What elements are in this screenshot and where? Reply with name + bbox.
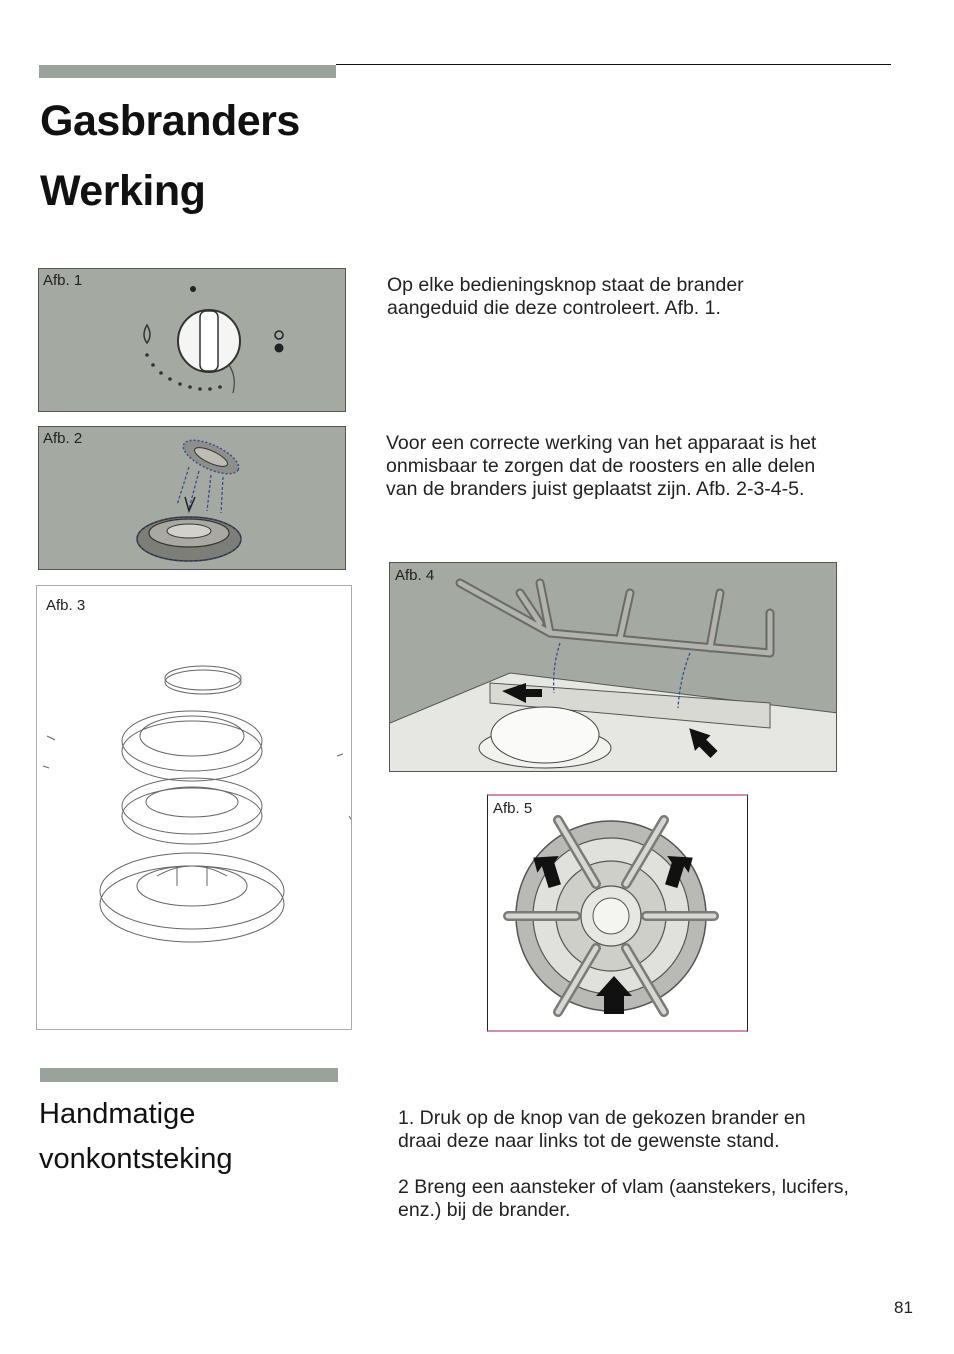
section2-heading-line2: vonkontsteking — [39, 1142, 233, 1175]
grid-top-view-illustration — [488, 796, 748, 1032]
header-bar — [39, 65, 336, 78]
section2-bar — [40, 1068, 338, 1082]
section2-heading-line1: Handmatige — [39, 1098, 196, 1130]
figure-label-afb5: Afb. 5 — [493, 800, 533, 817]
figure-afb1 — [38, 268, 346, 412]
knob-illustration — [39, 269, 346, 412]
page-subtitle: Werking — [40, 167, 206, 215]
step-2: 2 Breng een aansteker of vlam (aanstekers, lucifers, enz.) bij de brander. — [398, 1176, 849, 1221]
paragraph-knob-info: Op elke bedieningsknop staat de brander aangeduid die deze controleert. Afb. 1. — [387, 274, 744, 319]
exploded-burner-illustration — [37, 586, 352, 1030]
grid-placement-illustration — [390, 563, 837, 772]
figure-afb5 — [487, 794, 748, 1032]
section2-heading — [39, 1092, 232, 1182]
paragraph-grid-placement: Voor een correcte werking van het apparaat is het onmisbaar te zorgen dat de roosters en alle delen van de branders juist geplaatst zijn. Afb. 2-3-4-5. — [386, 432, 817, 500]
figure-afb4 — [389, 562, 837, 772]
figure-label-afb3: Afb. 3 — [46, 597, 86, 614]
figure-afb3 — [36, 585, 352, 1030]
page-number: 81 — [894, 1298, 913, 1317]
figure-label-afb2: Afb. 2 — [43, 430, 83, 447]
figure-afb2 — [38, 426, 346, 570]
figure-label-afb1: Afb. 1 — [43, 272, 83, 289]
step-1: 1. Druk op de knop van de gekozen brander en draai deze naar links tot de gewenste stand. — [398, 1107, 806, 1152]
burner-parts-illustration — [39, 427, 346, 570]
figure-label-afb4: Afb. 4 — [395, 567, 435, 584]
header-rule — [336, 64, 891, 65]
page-title: Gasbranders — [40, 97, 300, 145]
